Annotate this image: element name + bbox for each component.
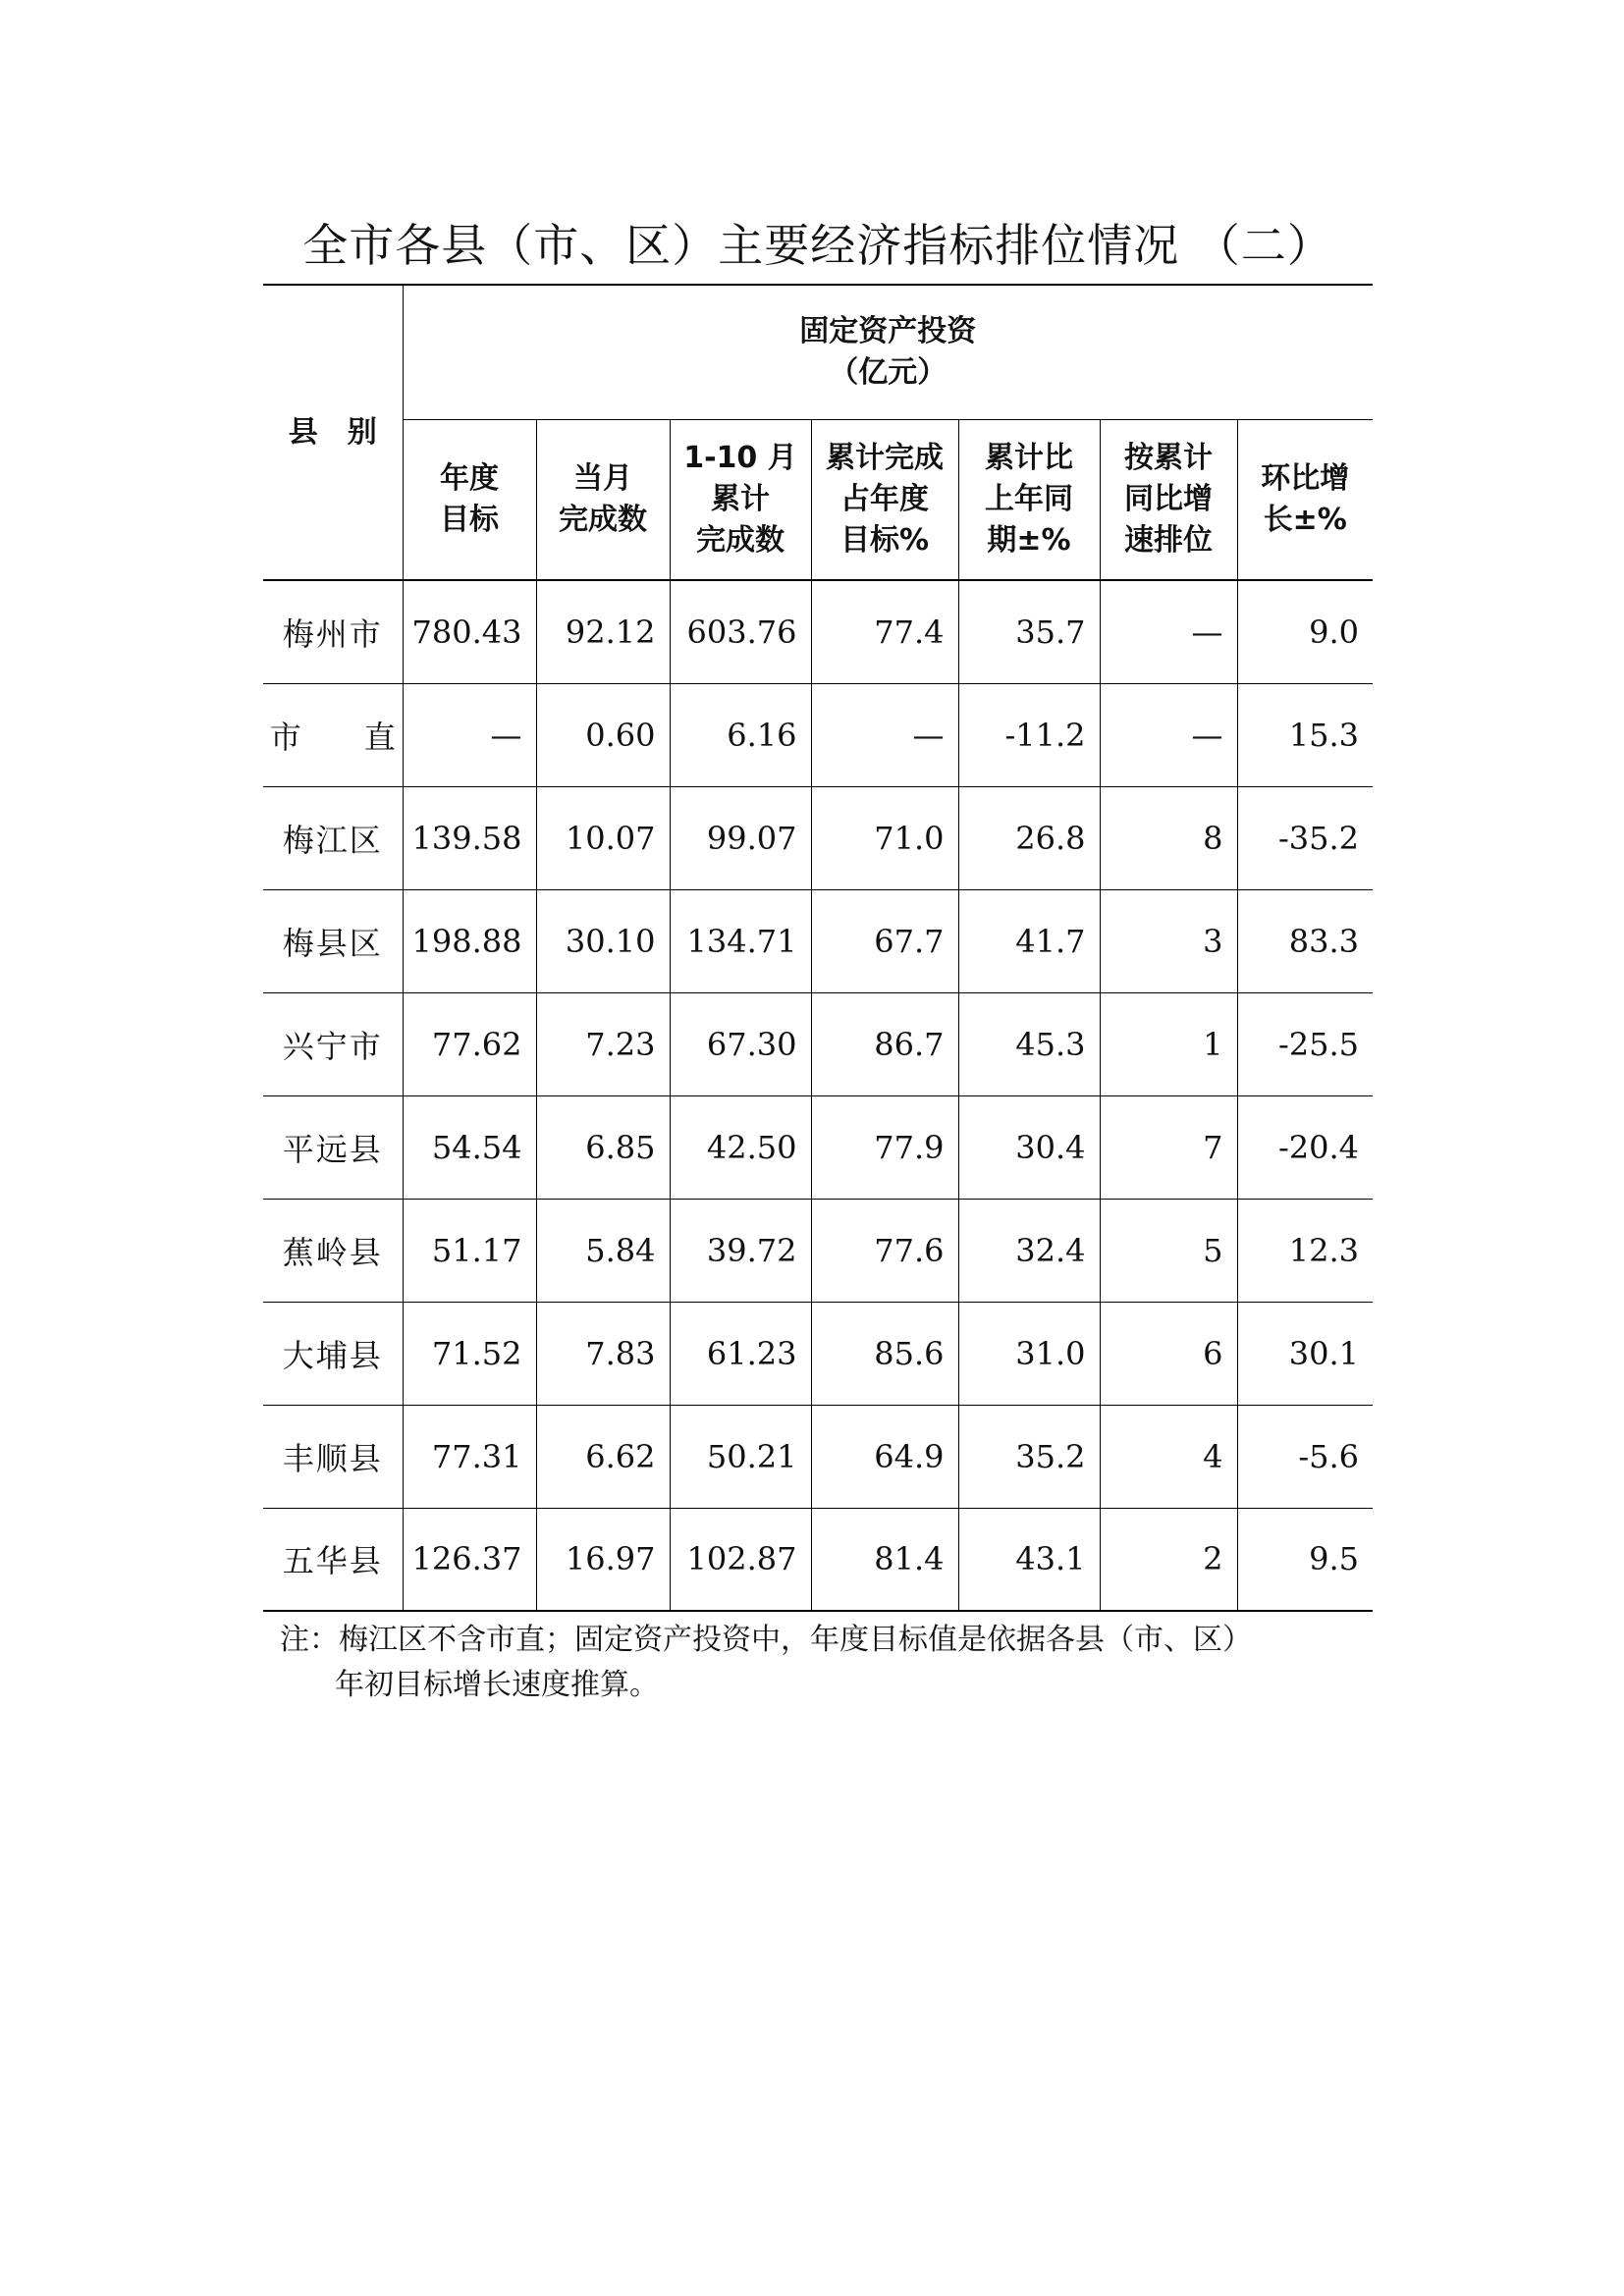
footnote-line-1: 注：梅江区不含市直；固定资产投资中，年度目标值是依据各县（市、区）: [280, 1623, 1252, 1657]
table-row: [263, 580, 1373, 683]
table-row: [263, 683, 1373, 786]
cell-yoy-change: 45.3: [958, 992, 1100, 1095]
cell-ytd-share-of-target: 64.9: [811, 1405, 958, 1508]
cell-ytd-share-of-target: 86.7: [811, 992, 958, 1095]
cell-ytd-share-of-target: 85.6: [811, 1302, 958, 1405]
table-row: [263, 1405, 1373, 1508]
cell-yoy-change: 41.7: [958, 889, 1100, 992]
cell-ytd-completed: 42.50: [670, 1095, 811, 1199]
table-row: [263, 786, 1373, 889]
cell-yoy-rank: 5: [1100, 1199, 1237, 1302]
county-name-cell: 梅州市: [282, 614, 383, 653]
table-row: [263, 1302, 1373, 1405]
cell-ytd-completed: 603.76: [670, 580, 811, 683]
page-title: 全市各县（市、区）主要经济指标排位情况 （二）: [302, 219, 1333, 272]
footnote-line-2: 年初目标增长速度推算。: [335, 1668, 659, 1702]
table-row: [263, 1095, 1373, 1199]
county-name-cell: 丰顺县: [263, 1405, 403, 1508]
cell-mom-change: 9.5: [1237, 1508, 1373, 1611]
cell-yoy-change: 35.7: [958, 580, 1100, 683]
cell-annual-target: 780.43: [403, 580, 536, 683]
county-name-cell: 梅县区: [263, 889, 403, 992]
cell-ytd-completed: 39.72: [670, 1199, 811, 1302]
cell-yoy-rank: 4: [1100, 1405, 1237, 1508]
cell-ytd-completed: 99.07: [670, 786, 811, 889]
cell-yoy-change: 32.4: [958, 1199, 1100, 1302]
cell-yoy-change: 26.8: [958, 786, 1100, 889]
table-row: [263, 889, 1373, 992]
county-name-cell: 兴宁市: [263, 992, 403, 1095]
cell-yoy-rank: —: [1100, 580, 1237, 683]
table-row: [263, 1199, 1373, 1302]
table-row: [263, 1508, 1373, 1611]
county-name-cell: 平远县: [263, 1095, 403, 1199]
cell-mom-change: 12.3: [1237, 1199, 1373, 1302]
column-header-month-completed: 当月 完成数: [536, 419, 670, 580]
cell-yoy-rank: —: [1100, 683, 1237, 786]
column-header-mom-change: 环比增 长±%: [1237, 419, 1373, 580]
column-header-yoy-change: 累计比 上年同 期±%: [958, 419, 1100, 580]
column-header-annual-target: 年度 目标: [403, 419, 536, 580]
cell-month-completed: 10.07: [536, 786, 670, 889]
cell-annual-target: 51.17: [403, 1199, 536, 1302]
cell-annual-target: 54.54: [403, 1095, 536, 1199]
cell-yoy-change: 31.0: [958, 1302, 1100, 1405]
cell-mom-change: -20.4: [1237, 1095, 1373, 1199]
cell-ytd-completed: 61.23: [670, 1302, 811, 1405]
cell-yoy-change: 30.4: [958, 1095, 1100, 1199]
cell-month-completed: 0.60: [536, 683, 670, 786]
cell-ytd-share-of-target: —: [811, 683, 958, 786]
investment-table: [263, 284, 1373, 1612]
column-header-ytd-share-of-target: 累计完成 占年度 目标%: [811, 419, 958, 580]
investment-group-header: 固定资产投资 （亿元）: [403, 285, 1373, 419]
cell-annual-target: 71.52: [403, 1302, 536, 1405]
county-column-header: 县 别: [263, 285, 403, 580]
cell-ytd-completed: 134.71: [670, 889, 811, 992]
cell-yoy-rank: 2: [1100, 1508, 1237, 1611]
cell-month-completed: 92.12: [536, 580, 670, 683]
table-row: [263, 992, 1373, 1095]
cell-mom-change: -5.6: [1237, 1405, 1373, 1508]
column-header-ytd-completed: 1-10 月 累计 完成数: [670, 419, 811, 580]
cell-mom-change: -25.5: [1237, 992, 1373, 1095]
cell-mom-change: 83.3: [1237, 889, 1373, 992]
cell-month-completed: 6.62: [536, 1405, 670, 1508]
cell-yoy-rank: 8: [1100, 786, 1237, 889]
county-name-cell: 市 直: [263, 683, 403, 786]
cell-mom-change: 9.0: [1237, 580, 1373, 683]
cell-yoy-rank: 7: [1100, 1095, 1237, 1199]
cell-yoy-rank: 1: [1100, 992, 1237, 1095]
cell-ytd-share-of-target: 77.6: [811, 1199, 958, 1302]
cell-annual-target: 77.31: [403, 1405, 536, 1508]
county-name-cell: 梅江区: [263, 786, 403, 889]
cell-ytd-completed: 67.30: [670, 992, 811, 1095]
cell-month-completed: 6.85: [536, 1095, 670, 1199]
cell-ytd-share-of-target: 81.4: [811, 1508, 958, 1611]
cell-annual-target: —: [403, 683, 536, 786]
cell-mom-change: 30.1: [1237, 1302, 1373, 1405]
cell-ytd-share-of-target: 71.0: [811, 786, 958, 889]
county-name-cell: 蕉岭县: [263, 1199, 403, 1302]
cell-yoy-rank: 6: [1100, 1302, 1237, 1405]
cell-month-completed: 5.84: [536, 1199, 670, 1302]
cell-annual-target: 198.88: [403, 889, 536, 992]
cell-annual-target: 77.62: [403, 992, 536, 1095]
footnote: [280, 1618, 1370, 1708]
county-name-cell: 大埔县: [263, 1302, 403, 1405]
cell-annual-target: 139.58: [403, 786, 536, 889]
column-header-yoy-rank: 按累计 同比增 速排位: [1100, 419, 1237, 580]
county-name-cell: 五华县: [263, 1508, 403, 1611]
cell-ytd-completed: 102.87: [670, 1508, 811, 1611]
cell-ytd-share-of-target: 77.4: [811, 580, 958, 683]
cell-ytd-share-of-target: 67.7: [811, 889, 958, 992]
cell-annual-target: 126.37: [403, 1508, 536, 1611]
cell-month-completed: 7.83: [536, 1302, 670, 1405]
cell-yoy-change: 35.2: [958, 1405, 1100, 1508]
cell-month-completed: 30.10: [536, 889, 670, 992]
cell-month-completed: 7.23: [536, 992, 670, 1095]
cell-yoy-change: 43.1: [958, 1508, 1100, 1611]
cell-yoy-rank: 3: [1100, 889, 1237, 992]
cell-mom-change: -35.2: [1237, 786, 1373, 889]
cell-ytd-share-of-target: 77.9: [811, 1095, 958, 1199]
cell-ytd-completed: 6.16: [670, 683, 811, 786]
cell-month-completed: 16.97: [536, 1508, 670, 1611]
cell-ytd-completed: 50.21: [670, 1405, 811, 1508]
cell-yoy-change: -11.2: [958, 683, 1100, 786]
cell-mom-change: 15.3: [1237, 683, 1373, 786]
